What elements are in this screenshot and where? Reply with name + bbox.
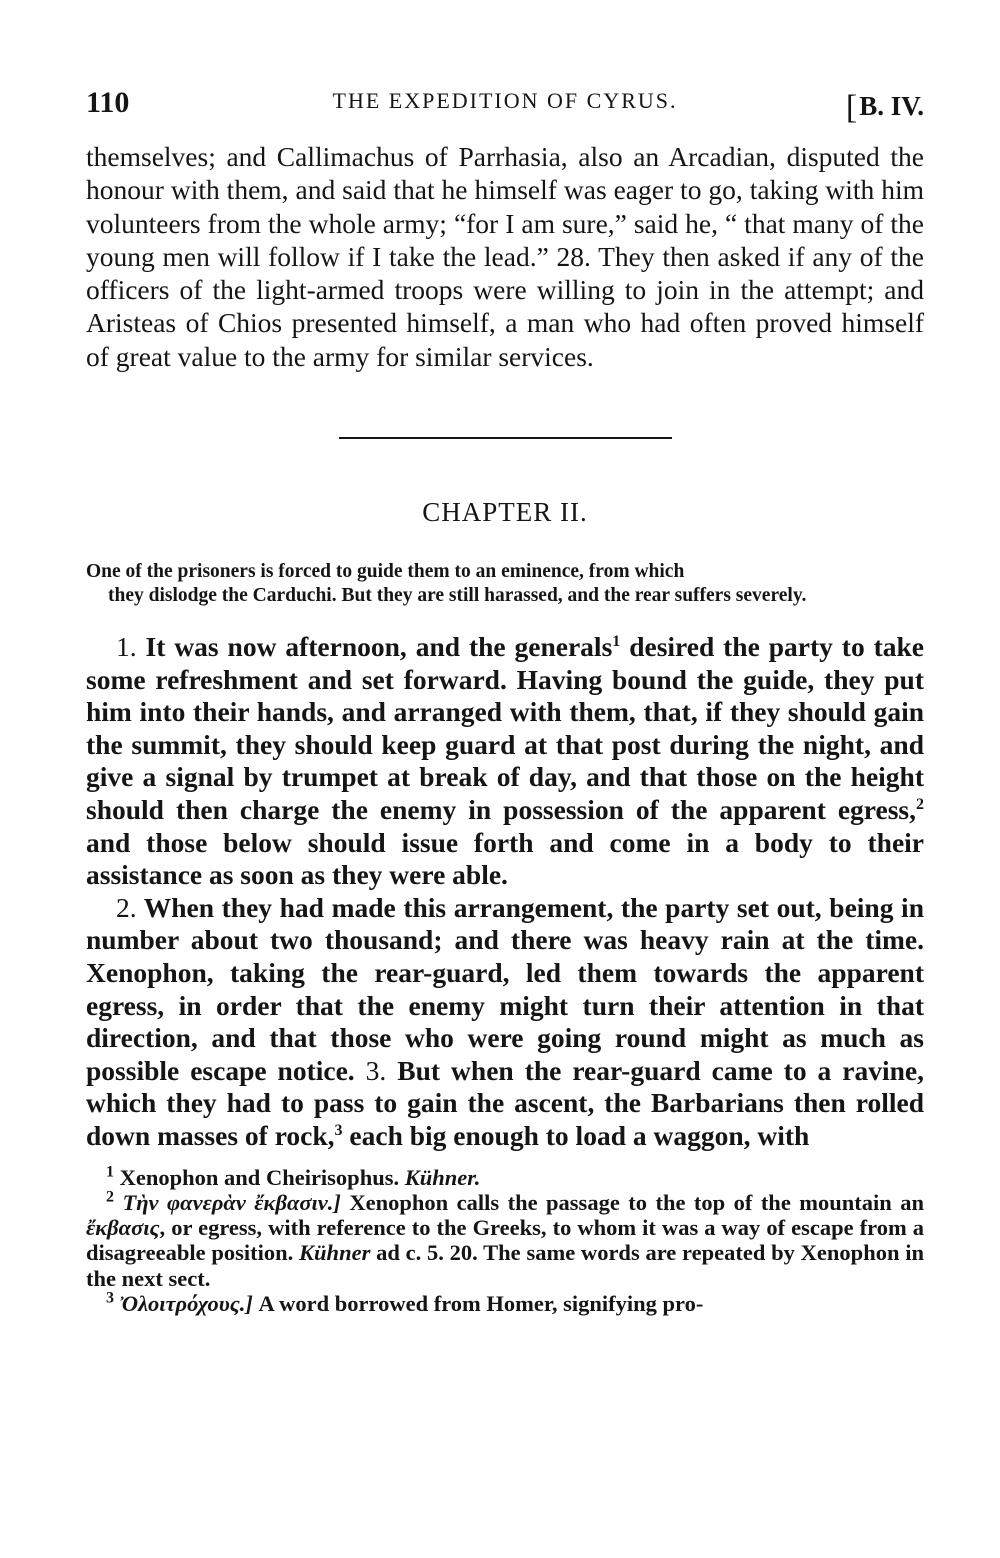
paragraph-text: each big enough to load a waggon, with (342, 1119, 810, 1151)
section-number: 3. (365, 1054, 387, 1086)
footnote-3 (86, 1291, 924, 1316)
chapter-body (86, 631, 924, 1153)
book-marker (846, 86, 924, 124)
section-number: 1. (116, 631, 137, 663)
paragraph-text: When they had made this arrangement, the party set out, being in number about two thousand; and there was heavy rain at the time. Xenophon, taking the rear-guard, led them towards the apparent egress, in order that the enemy might turn their attention in that direction, and that those who were going round might as much as possible escape notice. (86, 891, 924, 1086)
paragraph-text: and those below should issue forth and come in a body to their assistance as soon as they were able. (86, 826, 924, 891)
summary-continuation: they dislodge the Carduchi. But they are still harassed, and the rear suffers severely. (108, 584, 807, 606)
footnote-text: Xenophon calls the passage to the top of the mountain an (349, 1189, 925, 1215)
footnote-text: , or egress, with reference to the Greeks, to whom it was a way of escape from a disagreeable position. (86, 1215, 924, 1266)
section-divider (339, 437, 672, 439)
paragraph-1 (86, 631, 924, 892)
footnote-1 (86, 1165, 924, 1190)
footnote-ref[interactable]: 2 (916, 795, 924, 813)
book-page (86, 80, 924, 1316)
footnote-mark: 3 (106, 1289, 114, 1307)
running-title: THE EXPEDITION OF CYRUS. (332, 88, 678, 113)
footnote-citation: Kühner (299, 1240, 371, 1266)
running-header (86, 80, 924, 126)
footnote-greek: ἔκβασις (86, 1215, 160, 1241)
book-label: B. IV. (859, 91, 924, 121)
chapter-summary (86, 560, 924, 607)
footnote-greek: Τὴν φανερὰν ἔκβασιν.] (122, 1189, 341, 1215)
footnotes (86, 1165, 924, 1317)
page-number: 110 (86, 86, 130, 119)
footnote-ref[interactable]: 1 (612, 632, 621, 650)
footnote-ref[interactable]: 3 (334, 1121, 343, 1139)
intro-paragraph: themselves; and Callimachus of Parrhasia, also an Arcadian, disputed the honour with them, and said that he himself was eager to go, taking with him volunteers from the whole army; “for I am sure,” said he, “ that many of the young men will follow if I take the lead.” 28. They then asked if any of the officers of the light-armed troops were willing to join in the attempt; and Aristeas of Chios presented himself, a man who had often proved himself of great value to the army for similar services. (86, 141, 924, 372)
chapter-heading: CHAPTER II. (422, 497, 588, 528)
footnote-text: ad c. 5. 20. The same words are repeated by Xenophon in the next sect. (86, 1240, 925, 1291)
summary-line-1: One of the prisoners is forced to guide them to an eminence, from which (86, 561, 685, 583)
footnote-text: A word borrowed from Homer, signifying pro- (258, 1291, 704, 1317)
bracket-mark: [ (845, 89, 858, 126)
footnote-2 (86, 1190, 924, 1291)
footnote-greek: Ὀλοιτρόχους.] (119, 1291, 253, 1317)
paragraph-text: It was now afternoon, and the generals (145, 631, 613, 663)
footnote-mark: 2 (106, 1188, 114, 1206)
footnote-text: Xenophon and Cheirisophus. (119, 1164, 400, 1190)
footnote-citation: Kühner. (404, 1164, 481, 1190)
paragraph-text: desired the party to take some refreshment and set forward. Having bound the guide, they put him into their hands, and arranged with them, that, if they should gain the summit, they should keep guard at that post during the night, and give a signal by trumpet at break of day, and that those on the height should then charge the enemy in possession of the apparent egress, (86, 631, 925, 826)
paragraph-text: But when the rear-guard came to a ravine, which they had to pass to gain the ascent, the Barbarians then rolled down masses of rock, (86, 1054, 924, 1151)
footnote-mark: 1 (106, 1163, 114, 1181)
paragraph-2 (86, 892, 924, 1153)
section-number: 2. (116, 891, 137, 923)
